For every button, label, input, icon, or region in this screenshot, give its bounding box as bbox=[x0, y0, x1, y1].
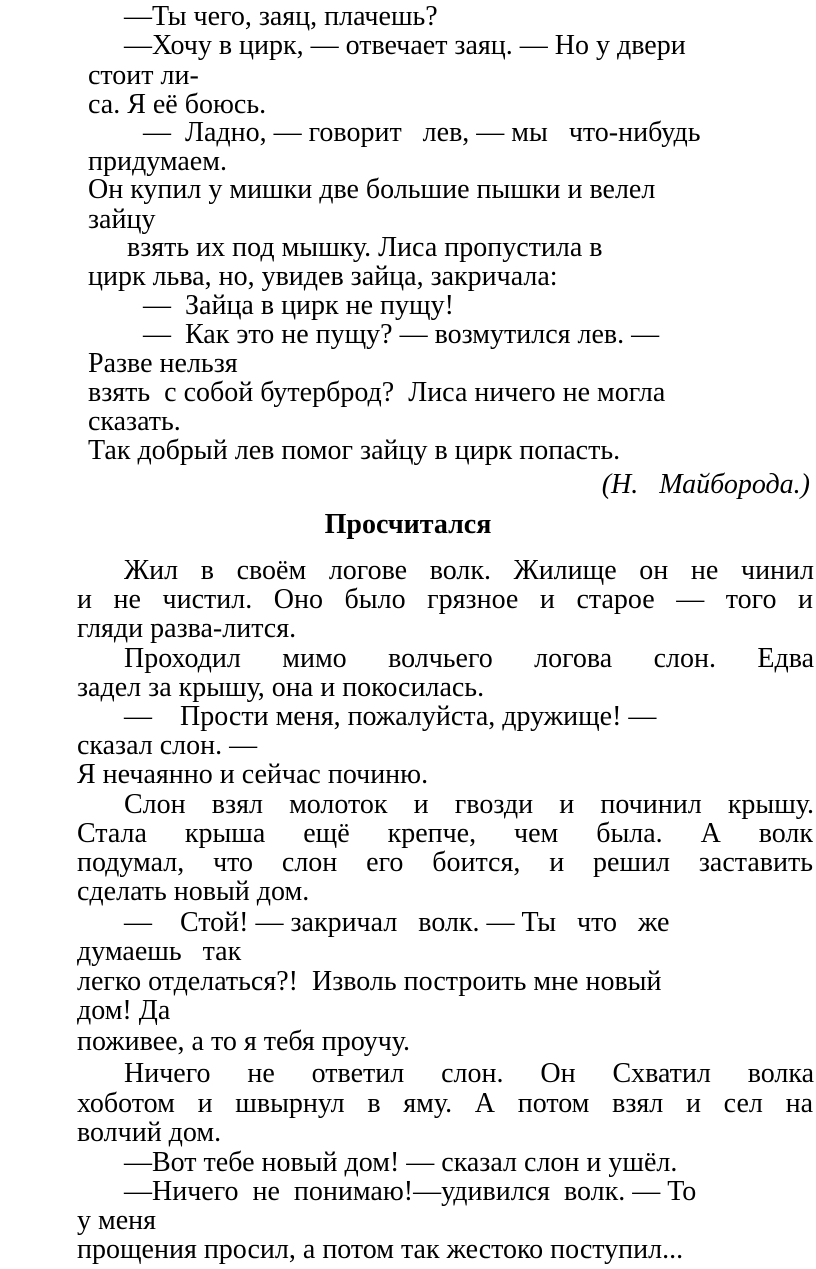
story1-line: стоит ли- bbox=[88, 60, 199, 91]
story2-line: сделать новый дом. bbox=[77, 876, 310, 907]
story2-line: у меня bbox=[77, 1205, 157, 1236]
story1-line: придумаем. bbox=[88, 146, 227, 177]
story1-line: зайцу bbox=[88, 204, 156, 235]
story1-line: цирк льва, но, увидев зайца, закричала: bbox=[88, 261, 558, 292]
story2-line: Я нечаянно и сейчас починю. bbox=[77, 759, 429, 790]
story2-line: задел за крышу, она и покосилась. bbox=[77, 672, 485, 703]
story2-line: Жил в своём логове волк. Жилище он не чинил bbox=[124, 555, 814, 586]
story1-line: взять их под мышку. Лиса пропустила в bbox=[127, 232, 603, 263]
story1-line: — Как это не пущу? — возмутился лев. — bbox=[143, 319, 660, 350]
story2-line: хоботом и швырнул в яму. А потом взял и сел на bbox=[77, 1088, 813, 1119]
story2-line: прощения просил, а потом так жестоко поступил... bbox=[77, 1234, 684, 1265]
story2-line: волчий дом. bbox=[77, 1117, 222, 1148]
story2-line: —Вот тебе новый дом! — сказал слон и ушёл. bbox=[124, 1147, 678, 1178]
story2-line: Проходил мимо волчьего логова слон. Едва bbox=[124, 643, 814, 674]
story1-line: Разве нельзя bbox=[88, 348, 238, 379]
story2-line: Ничего не ответил слон. Он Схватил волка bbox=[124, 1058, 814, 1089]
story1-attribution: (Н. Майборода.) bbox=[601, 469, 810, 500]
story2-line: дом! Да bbox=[77, 995, 171, 1026]
story1-line: Так добрый лев помог зайцу в цирк попасть. bbox=[88, 435, 621, 466]
story2-line: —Ничего не понимаю!—удивился волк. — То bbox=[124, 1176, 697, 1207]
story2-line: легко отделаться?! Изволь построить мне новый bbox=[77, 966, 662, 997]
story1-line: сказать. bbox=[88, 406, 181, 437]
story1-line: — Ладно, — говорит лев, — мы что-нибудь bbox=[143, 117, 701, 148]
story2-line: сказал слон. — bbox=[77, 730, 258, 761]
story1-line: — Зайца в цирк не пущу! bbox=[143, 290, 454, 321]
story2-line: подумал, что слон его боится, и решил заставить bbox=[77, 847, 813, 878]
story2-line: поживее, а то я тебя проучу. bbox=[77, 1026, 410, 1057]
story2-line: — Стой! — закричал волк. — Ты что же bbox=[124, 907, 670, 938]
story1-line: —Ты чего, заяц, плачешь? bbox=[124, 1, 438, 32]
story1-line: са. Я её боюсь. bbox=[88, 89, 267, 120]
story1-line: Он купил у мишки две большие пышки и велел bbox=[88, 174, 656, 205]
story2-line: Слон взял молоток и гвозди и починил крышу. bbox=[124, 789, 814, 820]
story1-line: взять с собой бутерброд? Лиса ничего не могла bbox=[88, 377, 666, 408]
story2-line: думаешь так bbox=[77, 936, 242, 967]
story2-line: гляди разва-лится. bbox=[77, 613, 297, 644]
story1-line: —Хочу в цирк, — отвечает заяц. — Но у двери bbox=[124, 30, 686, 61]
story2-line: — Прости меня, пожалуйста, дружище! — bbox=[124, 701, 657, 732]
story2-line: и не чистил. Оно было грязное и старое — того и bbox=[77, 584, 813, 615]
story2-line: Стала крыша ещё крепче, чем была. А волк bbox=[77, 818, 813, 849]
story2-title: Просчитался bbox=[324, 509, 492, 540]
